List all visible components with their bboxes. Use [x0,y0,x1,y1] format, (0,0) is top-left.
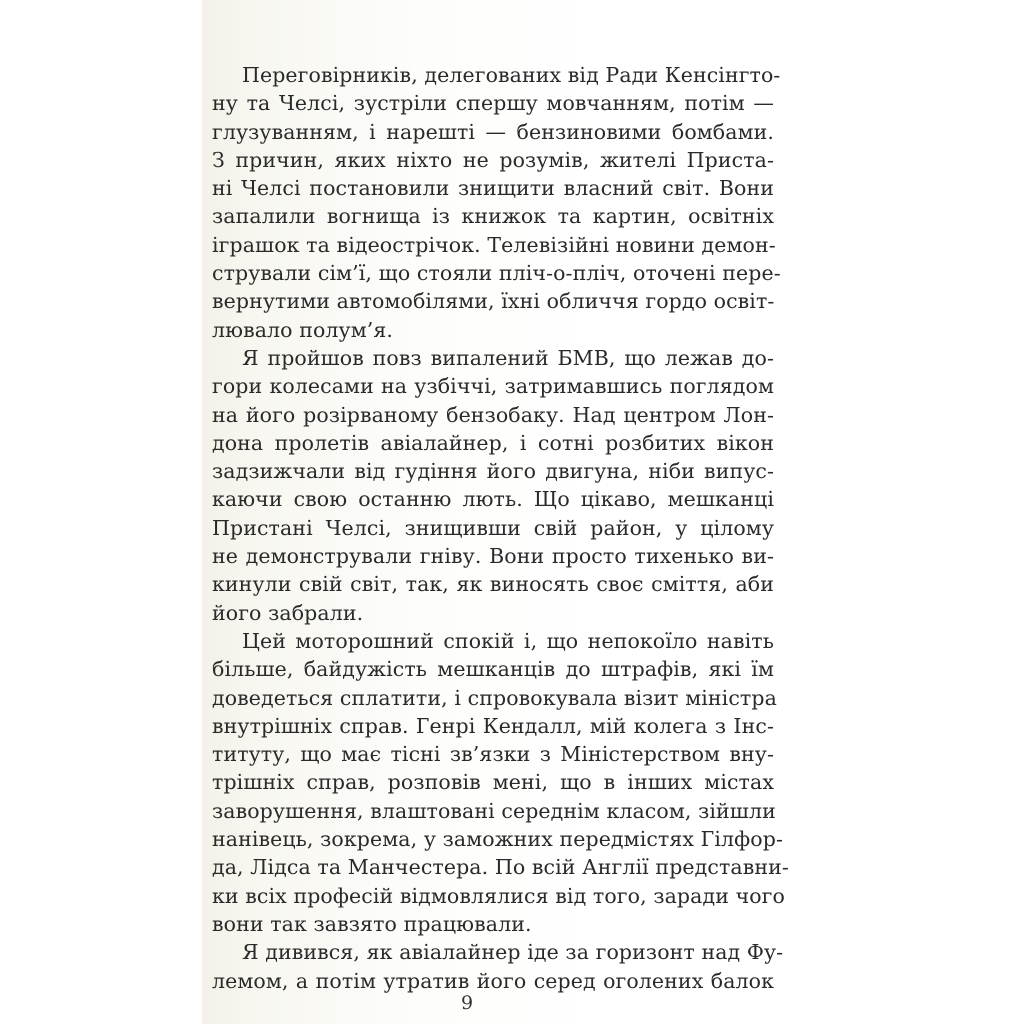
text-line: ні Челсі постановили знищити власний світ. Вони [212,176,774,201]
text-line: нанівець, зокрема, у заможних передмістях Гілфор- [212,827,783,852]
text-line: іграшок та відеострічок. Телевізійні новини демон- [212,232,776,257]
page-number: 9 [460,992,474,1014]
page-body-text [212,61,789,995]
text-line: його забрали. [212,600,364,625]
text-line: ки всіх професій відмовлялися від того, заради чого [212,883,785,908]
text-line: лемом, а потім утратив його серед оголених балок [212,968,774,993]
text-line: Цей моторошний спокій і, що непокоїло навіть [242,628,774,653]
text-line: титуту, що має тісні зв’язки з Міністерством вну- [212,742,774,767]
text-line: заворушення, влаштовані середнім класом, зійшли [212,798,776,823]
text-line: дона пролетів авіалайнер, і сотні розбитих вікон [212,430,774,455]
paragraph-2 [212,344,774,627]
text-line: З причин, яких ніхто не розумів, жителі Приста- [212,147,774,172]
text-line: Пристані Челсі, знищивши свій район, у цілому [212,515,774,540]
text-line: ну та Челсі, зустріли спершу мовчанням, потім — [212,91,774,116]
text-line: Я дивився, як авіалайнер іде за горизонт над Фу- [242,940,784,965]
text-line: глузуванням, і нарешті — бензиновими бомбами. [212,119,774,144]
paragraph-1 [212,61,781,344]
text-line: вернутими автомобілями, їхні обличчя гордо освіт- [212,289,775,314]
text-line: більше, байдужість мешканців до штрафів, які їм [212,657,774,682]
paragraph-4 [212,938,784,995]
text-line: запалили вогнища із книжок та картин, освітніх [212,204,774,229]
text-line: гори колесами на узбіччі, затримавшись поглядом [212,374,774,399]
text-line: задзижчали від гудіння його двигуна, ніби випус- [212,459,774,484]
text-line: каючи свою останню лють. Що цікаво, мешканці [212,487,774,512]
text-line: трішніх справ, розповів мені, що в інших містах [212,770,774,795]
text-line: да, Лідса та Манчестера. По всій Англії представни- [212,855,789,880]
text-line: Переговірників, делегованих від Ради Кенсінгто- [242,63,781,87]
text-line: кинули свій світ, так, як виносять своє сміття, аби [212,572,774,597]
text-line: стрували сім’ї, що стояли пліч-о-пліч, оточені пере- [212,261,781,286]
text-line: вони так завзято працювали. [212,911,532,936]
text-line: доведеться сплатити, і спровокувала візит міністра [212,685,777,710]
text-line: лювало полум’я. [212,317,394,342]
text-line: не демонстрували гніву. Вони просто тихенько ви- [212,544,774,569]
text-line: на його розірваному бензобаку. Над центром Лон- [212,402,774,427]
text-line: внутрішніх справ. Генрі Кендалл, мій колега з Інс- [212,713,774,738]
paragraph-3 [212,627,789,938]
text-line: Я пройшов повз випалений БМВ, що лежав до- [242,345,774,370]
